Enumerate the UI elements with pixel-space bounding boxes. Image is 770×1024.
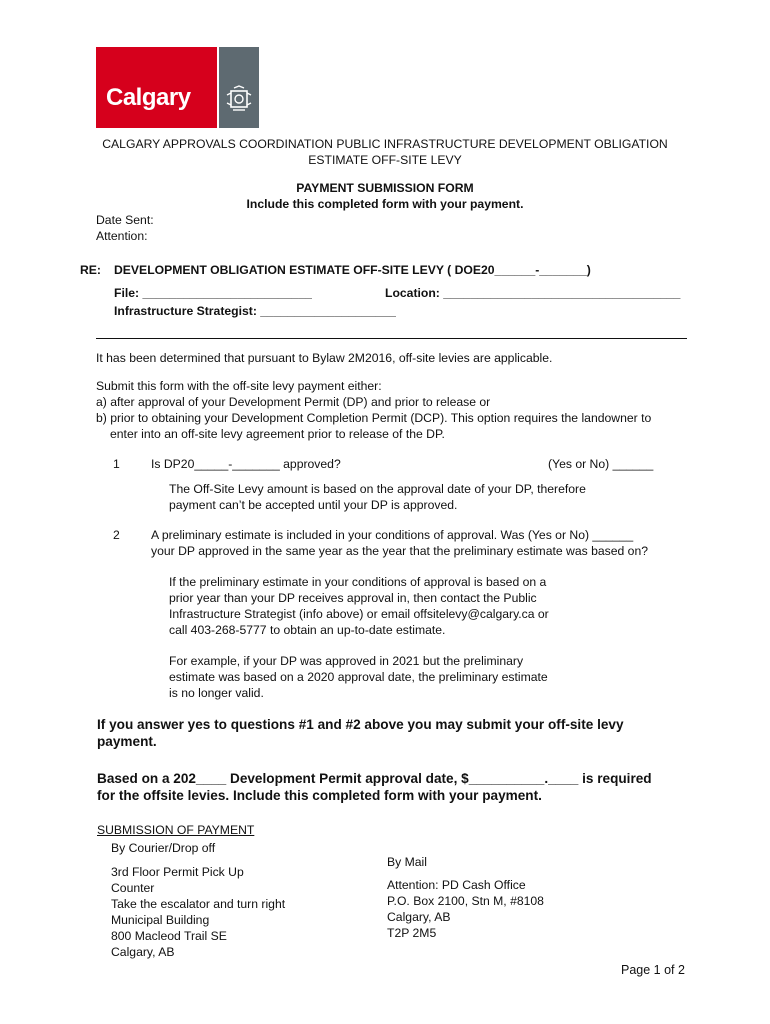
question-1-note-line2: payment can’t be accepted until your DP is approved. — [169, 498, 458, 512]
logo-wordmark: Calgary — [106, 84, 191, 111]
eligibility-statement-line1: If you answer yes to questions #1 and #2 above you may submit your off-site levy — [97, 717, 624, 732]
re-label: RE: — [80, 263, 101, 277]
question-2-text-line2: your DP approved in the same year as the year that the preliminary estimate was based on? — [151, 544, 649, 558]
levy-amount-statement-line1: Based on a 202____ Development Permit approval date, $__________.____ is required — [97, 771, 652, 786]
page-number: Page 1 of 2 — [621, 963, 685, 977]
form-title: PAYMENT SUBMISSION FORM — [296, 181, 474, 195]
attention-label: Attention: — [96, 229, 148, 243]
question-1-note-line1: The Off-Site Levy amount is based on the approval date of your DP, therefore — [169, 482, 586, 496]
submission-heading: SUBMISSION OF PAYMENT — [97, 823, 255, 837]
courier-line: Counter — [111, 881, 155, 895]
submit-instructions-line4: enter into an off-site levy agreement prior to release of the DP. — [110, 427, 445, 441]
re-subject: DEVELOPMENT OBLIGATION ESTIMATE OFF-SITE LEVY ( DOE20______-_______) — [114, 263, 591, 277]
courier-line: Take the escalator and turn right — [111, 897, 286, 911]
question-2-note2-line2: estimate was based on a 2020 approval date, the preliminary estimate — [169, 670, 548, 684]
question-2-note1-line1: If the preliminary estimate in your conditions of approval is based on a — [169, 575, 547, 589]
courier-line: Municipal Building — [111, 913, 210, 927]
courier-title: By Courier/Drop off — [111, 841, 216, 855]
calgary-logo — [96, 47, 217, 128]
courier-line: 3rd Floor Permit Pick Up — [111, 865, 244, 879]
question-1-text: Is DP20_____-_______ approved? — [151, 457, 341, 471]
file-field: File: _________________________ — [114, 286, 312, 300]
mail-line: T2P 2M5 — [387, 926, 437, 940]
location-field: Location: ___________________________________ — [385, 286, 681, 300]
levy-amount-statement-line2: for the offsite levies. Include this completed form with your payment. — [97, 788, 542, 803]
submit-instructions-line1: Submit this form with the off-site levy payment either: — [96, 379, 382, 393]
form-subtitle: Include this completed form with your payment. — [246, 197, 524, 211]
submit-instructions-line3: b) prior to obtaining your Development Completion Permit (DCP). This option requires the landowner to — [96, 411, 652, 425]
date-sent-label: Date Sent: — [96, 213, 154, 227]
question-2-note1-line3: Infrastructure Strategist (info above) or email offsitelevy@calgary.ca or — [169, 607, 549, 621]
question-2-note1-line2: prior year than your DP receives approval in, then contact the Public — [169, 591, 537, 605]
courier-line: 800 Macleod Trail SE — [111, 929, 227, 943]
mail-title: By Mail — [387, 855, 427, 869]
question-2-note1-line4: call 403-268-5777 to obtain an up-to-date estimate. — [169, 623, 446, 637]
bylaw-paragraph: It has been determined that pursuant to Bylaw 2M2016, off-site levies are applicable. — [96, 351, 553, 365]
question-1-answer: (Yes or No) ______ — [548, 457, 654, 471]
question-2-number: 2 — [113, 528, 120, 542]
question-2-note2-line1: For example, if your DP was approved in 2021 but the preliminary — [169, 654, 524, 668]
submit-instructions-line2: a) after approval of your Development Permit (DP) and prior to release or — [96, 395, 491, 409]
strategist-field: Infrastructure Strategist: ____________________ — [114, 304, 396, 318]
calgary-crest-icon — [225, 85, 253, 113]
question-1-number: 1 — [113, 457, 120, 471]
document-title-line1: CALGARY APPROVALS COORDINATION PUBLIC INFRASTRUCTURE DEVELOPMENT OBLIGATION — [102, 137, 668, 151]
eligibility-statement-line2: payment. — [97, 734, 157, 749]
question-2-text-line1: A preliminary estimate is included in your conditions of approval. Was (Yes or No) ______ — [151, 528, 634, 542]
mail-line: Attention: PD Cash Office — [387, 878, 526, 892]
mail-line: P.O. Box 2100, Stn M, #8108 — [387, 894, 544, 908]
mail-line: Calgary, AB — [387, 910, 451, 924]
courier-line: Calgary, AB — [111, 945, 175, 959]
section-divider — [96, 338, 687, 339]
question-2-note2-line3: is no longer valid. — [169, 686, 264, 700]
document-title-line2: ESTIMATE OFF-SITE LEVY — [308, 153, 462, 167]
logo-crest-panel — [219, 47, 259, 128]
